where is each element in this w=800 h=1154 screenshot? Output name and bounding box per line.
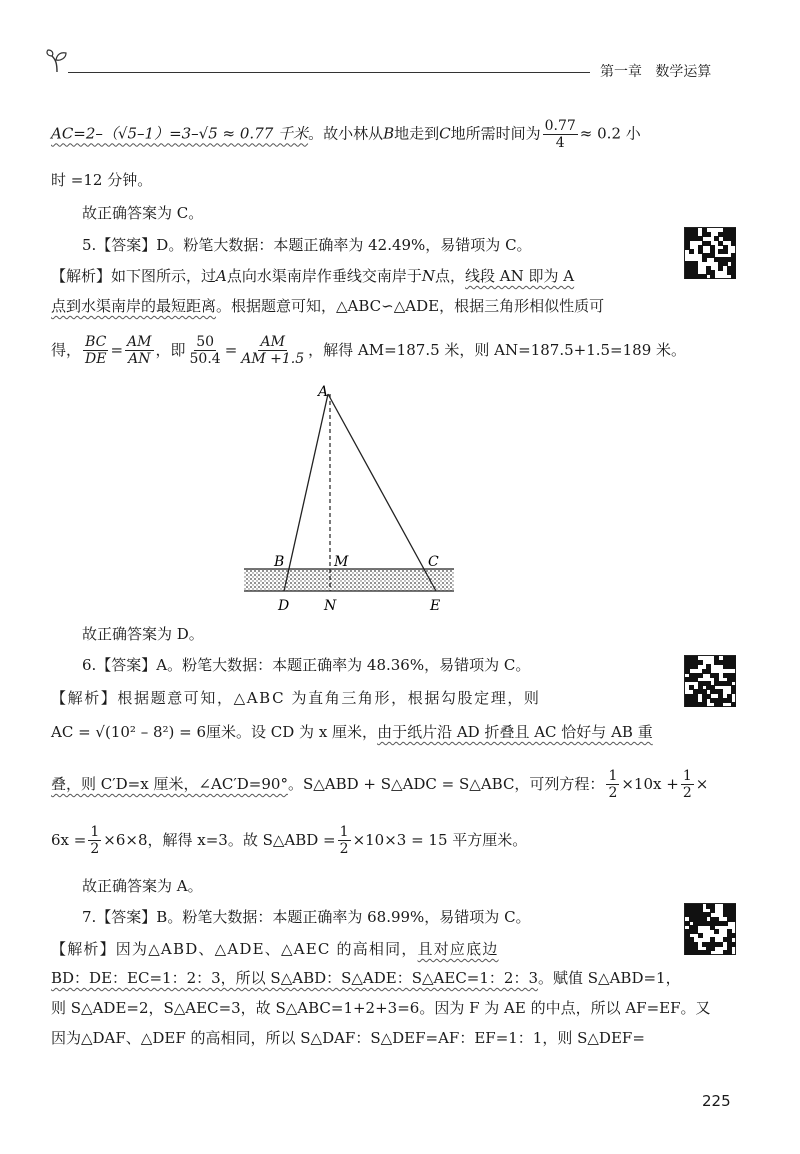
q7-line1 bbox=[51, 939, 499, 959]
q5-f1-den: DE bbox=[85, 350, 107, 367]
qr-module bbox=[731, 241, 736, 246]
q5-l2-a: 点到水渠南岸的最短距离 bbox=[51, 297, 217, 315]
p4-line2: 时 =12 分钟。 bbox=[51, 171, 153, 189]
qr-module bbox=[731, 702, 736, 707]
qr-module bbox=[723, 249, 728, 254]
qr-module bbox=[718, 702, 723, 707]
q5-f3-den: 50.4 bbox=[189, 350, 221, 367]
q5-f3-num: 50 bbox=[196, 333, 215, 350]
qr-module bbox=[702, 702, 707, 707]
q7-l2-b: 。赋值 S△ABD=1， bbox=[538, 969, 681, 987]
p4-answer: 故正确答案为 C。 bbox=[82, 204, 204, 222]
p4-frac-den: 4 bbox=[555, 135, 565, 151]
canal-band bbox=[244, 569, 454, 591]
qr-module bbox=[698, 933, 703, 938]
q5-frac4 bbox=[239, 334, 306, 367]
q5-frac3 bbox=[188, 334, 223, 367]
p4-frac-num: 0.77 bbox=[544, 118, 576, 134]
q6-half-d-den: 2 bbox=[339, 840, 349, 857]
label-N: N bbox=[324, 598, 337, 614]
segment-AD bbox=[284, 394, 328, 591]
q5-answer: 故正确答案为 D。 bbox=[82, 625, 204, 643]
qr-module bbox=[731, 664, 736, 669]
q5-line1 bbox=[51, 266, 574, 286]
q6-line4 bbox=[51, 818, 527, 862]
q5-l1-e: 点， bbox=[435, 267, 466, 285]
qr-module bbox=[689, 249, 694, 254]
q6-l3-b: 。S△ABD + S△ADC = S△ABC，可列方程： bbox=[287, 775, 605, 793]
qr-module bbox=[718, 266, 723, 271]
page-number: 225 bbox=[702, 1092, 731, 1110]
q6-l4-c: ×10×3 = 15 平方厘米。 bbox=[352, 831, 528, 849]
q5-line2 bbox=[51, 296, 604, 316]
q5-l3-b: ，即 bbox=[155, 341, 186, 359]
triangle-diagram bbox=[238, 378, 468, 618]
qr-module bbox=[710, 274, 715, 279]
q6-half-b bbox=[681, 768, 694, 801]
q5-eq: = bbox=[110, 341, 124, 359]
label-M: M bbox=[334, 554, 349, 570]
label-C: C bbox=[428, 554, 439, 570]
q5-l1-a: 【解析】如下图所示，过 bbox=[51, 267, 217, 285]
q5-l3-c: ，解得 AM=187.5 米，则 AN=187.5+1.5=189 米。 bbox=[308, 341, 687, 359]
p4-fraction bbox=[543, 118, 578, 151]
qr-module bbox=[702, 257, 707, 262]
q5-f4-den: AM +1.5 bbox=[241, 350, 305, 367]
qr-module bbox=[727, 950, 732, 955]
q6-half-c bbox=[88, 824, 101, 857]
q5-l1-b: A bbox=[216, 267, 227, 285]
q7-l1-b: 且对应底边 bbox=[417, 940, 499, 958]
qr-module bbox=[706, 950, 711, 955]
q6-l4-a: 6x = bbox=[51, 831, 87, 849]
q6-half-b-num: 1 bbox=[682, 767, 692, 784]
q6-title: 6.【答案】A。粉笔大数据：本题正确率为 48.36%，易错项为 C。 bbox=[82, 656, 531, 674]
qr-module bbox=[718, 942, 723, 947]
q7-line3: 则 S△ADE=2，S△AEC=3，故 S△ABC=1+2+3=6。因为 F 为 AE 的中点，所以 AF=EF。又 bbox=[51, 999, 711, 1017]
q7-title: 7.【答案】B。粉笔大数据：本题正确率为 68.99%，易错项为 C。 bbox=[82, 908, 531, 926]
q6-half-d bbox=[338, 824, 351, 857]
q7-line2 bbox=[51, 968, 681, 988]
chapter-title: 数学运算 bbox=[655, 64, 712, 80]
qr-module bbox=[702, 274, 707, 279]
p4-text4: ≈ 0.2 小 bbox=[579, 124, 641, 143]
qr-module bbox=[723, 921, 728, 926]
q7-line4: 因为△DAF、△DEF 的高相同，所以 S△DAF：S△DEF=AF：EF=1：1，则 S△DEF= bbox=[51, 1029, 645, 1047]
q5-l2-b: 。根据题意可知，△ABC∽△ADE，根据三角形相似性质可 bbox=[216, 297, 605, 315]
q6-half-c-num: 1 bbox=[90, 823, 100, 840]
q7-l1-a: 【解析】因为△ABD、△ADE、△AEC 的高相同， bbox=[51, 940, 418, 958]
q6-answer: 故正确答案为 A。 bbox=[82, 877, 203, 895]
qr-module bbox=[706, 232, 711, 237]
p4-text2: 地走到 bbox=[394, 124, 440, 143]
q6-half-a bbox=[606, 768, 619, 801]
q5-f1-num: BC bbox=[85, 333, 107, 350]
label-D: D bbox=[278, 598, 290, 614]
p4-c: C bbox=[439, 124, 451, 143]
qr-module bbox=[731, 274, 736, 279]
header-chapter bbox=[600, 62, 711, 82]
p4-line1 bbox=[51, 118, 641, 151]
q5-frac1 bbox=[83, 334, 108, 367]
p4-b: B bbox=[383, 124, 395, 143]
label-A: A bbox=[318, 384, 329, 400]
q6-line2 bbox=[51, 722, 653, 742]
p4-text: 。故小林从 bbox=[308, 124, 384, 143]
q5-f4-num: AM bbox=[260, 333, 285, 350]
q5-title: 5.【答案】D。粉笔大数据：本题正确率为 42.49%，易错项为 C。 bbox=[82, 236, 532, 254]
p4-formula: AC=2–（√5–1）=3–√5 ≈ 0.77 千米 bbox=[51, 124, 309, 143]
q6-l2-b: 由于纸片沿 AD 折叠且 AC 恰好与 AB 重 bbox=[377, 723, 653, 741]
q5-eq2: = bbox=[224, 341, 238, 359]
q5-f2-num: AM bbox=[127, 333, 152, 350]
q5-f2-den: AN bbox=[128, 350, 151, 367]
p4-text3: 地所需时间为 bbox=[450, 124, 541, 143]
q6-half-b-den: 2 bbox=[682, 784, 692, 801]
q7-l2-a: BD：DE：EC=1：2：3，所以 S△ABD：S△ADE：S△AEC=1：2：3 bbox=[51, 969, 539, 987]
header-rule bbox=[68, 72, 590, 73]
q5-l3-a: 得， bbox=[51, 341, 82, 359]
qr-module bbox=[693, 664, 698, 669]
label-B: B bbox=[274, 554, 285, 570]
q5-l1-c: 点向水渠南岸作垂线交南岸于 bbox=[226, 267, 422, 285]
q6-l3-d: × bbox=[695, 775, 709, 793]
q5-frac2 bbox=[125, 334, 153, 367]
qr-code-5[interactable] bbox=[684, 227, 736, 279]
q6-half-c-den: 2 bbox=[90, 840, 100, 857]
chapter-label: 第一章 bbox=[600, 64, 642, 80]
q5-l1-f: 线段 AN 即为 A bbox=[465, 267, 575, 285]
label-E: E bbox=[430, 598, 441, 614]
qr-module bbox=[714, 929, 719, 934]
qr-code-6[interactable] bbox=[684, 655, 736, 707]
q6-l3-a: 叠，则 C′D=x 厘米，∠AC′D=90° bbox=[51, 775, 288, 793]
sprout-icon bbox=[44, 48, 70, 74]
q6-line1: 【解析】根据题意可知，△ABC 为直角三角形，根据勾股定理，则 bbox=[51, 689, 541, 707]
q5-line3 bbox=[51, 328, 686, 372]
q6-half-d-num: 1 bbox=[339, 823, 349, 840]
q6-half-a-num: 1 bbox=[608, 767, 618, 784]
qr-code-7[interactable] bbox=[684, 903, 736, 955]
q6-line3 bbox=[51, 762, 708, 806]
q5-l1-d: N bbox=[421, 267, 435, 285]
qr-module bbox=[731, 917, 736, 922]
q6-l2-a: AC = √(10² – 8²) = 6厘米。设 CD 为 x 厘米， bbox=[51, 723, 378, 741]
q6-l3-c: ×10x + bbox=[621, 775, 679, 793]
q6-l4-b: ×6×8，解得 x=3。故 S△ABD = bbox=[103, 831, 336, 849]
q6-half-a-den: 2 bbox=[608, 784, 618, 801]
